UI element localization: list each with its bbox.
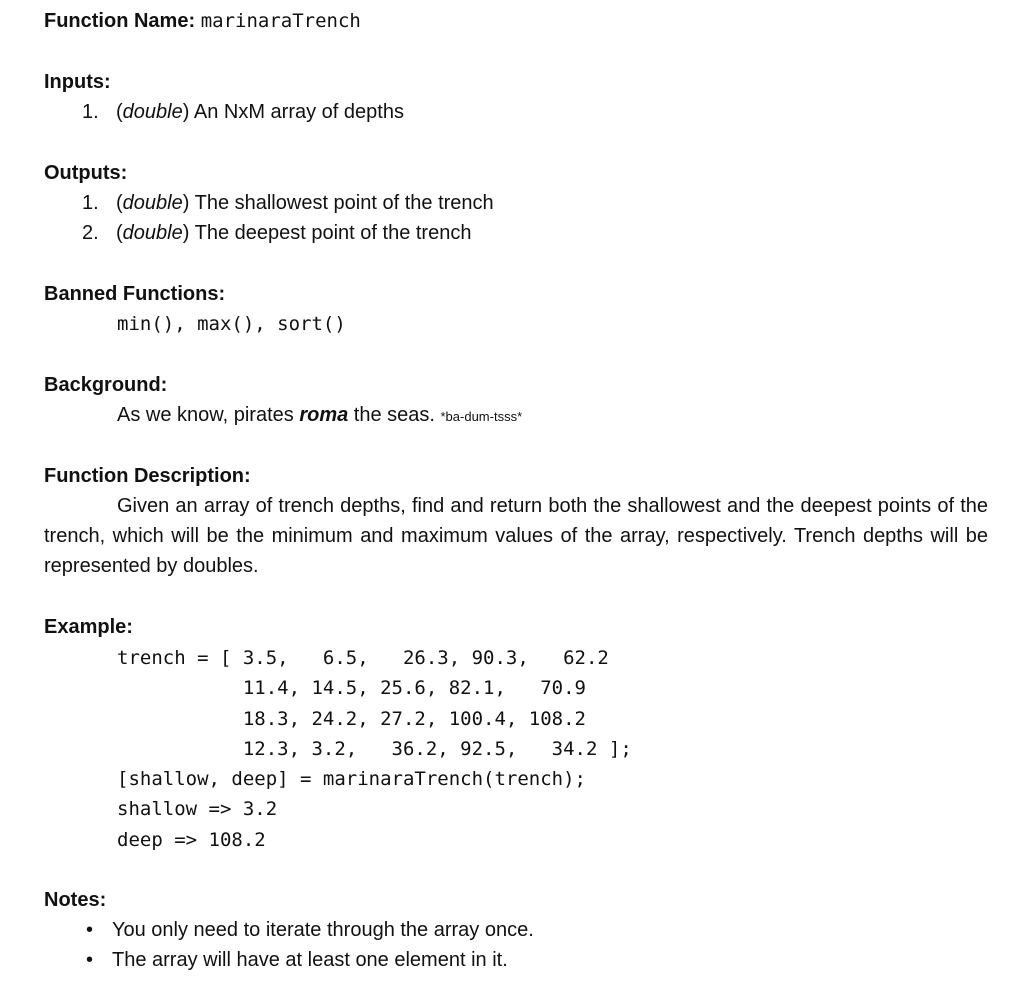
function-name-label: Function Name: xyxy=(44,10,196,32)
output-item-type: double xyxy=(122,192,183,214)
outputs-heading: Outputs: xyxy=(44,162,128,184)
function-name-row xyxy=(44,6,361,36)
background-text-end: the seas. xyxy=(348,404,441,426)
notes-item-text: You only need to iterate through the array once. xyxy=(112,919,534,941)
function-name-value: marinaraTrench xyxy=(200,10,361,32)
example-code-line: 11.4, 14.5, 25.6, 82.1, 70.9 xyxy=(117,677,586,700)
output-item-text: The shallowest point of the trench xyxy=(189,192,494,214)
notes-item xyxy=(86,915,534,945)
background-text xyxy=(117,400,522,432)
inputs-heading: Inputs: xyxy=(44,71,111,93)
output-item-text: The deepest point of the trench xyxy=(189,222,472,244)
output-item-type: double xyxy=(122,222,183,244)
banned-functions-list: min(), max(), sort() xyxy=(117,313,346,335)
example-code-line: 18.3, 24.2, 27.2, 100.4, 108.2 xyxy=(117,707,586,730)
input-item-number: 1. xyxy=(82,101,99,123)
bullet-icon: • xyxy=(86,919,94,941)
function-description-text: Given an array of trench depths, find and return both the shallowest and the deepest points of the trench, which will be the minimum and maximum values of the array, respectively. Trench depths will be represented by doubles. xyxy=(44,495,988,577)
input-item-text: An NxM array of depths xyxy=(189,101,404,123)
example-code-block xyxy=(117,643,632,855)
notes-item xyxy=(86,945,508,975)
output-item-number: 1. xyxy=(82,192,99,214)
output-item: 2. (double) The deepest point of the trench xyxy=(82,218,471,248)
example-heading: Example: xyxy=(44,616,133,638)
background-emphasis: roma xyxy=(299,404,349,426)
background-heading: Background: xyxy=(44,374,168,396)
example-code-line: shallow => 3.2 xyxy=(117,798,278,821)
background-text-start: As we know, pirates xyxy=(117,404,300,426)
notes-heading: Notes: xyxy=(44,889,107,911)
background-aside: *ba-dum-tsss* xyxy=(440,409,523,424)
bullet-icon: • xyxy=(86,949,94,971)
output-item-number: 2. xyxy=(82,222,99,244)
example-code-line: 12.3, 3.2, 36.2, 92.5, 34.2 ]; xyxy=(117,737,632,760)
function-description-heading: Function Description: xyxy=(44,465,251,487)
input-item-type: double xyxy=(122,101,183,123)
example-code-line: trench = [ 3.5, 6.5, 26.3, 90.3, 62.2 xyxy=(117,647,609,669)
output-item: 1. (double) The shallowest point of the trench xyxy=(82,188,494,218)
example-code-line: [shallow, deep] = marinaraTrench(trench); xyxy=(117,768,586,791)
banned-functions-heading: Banned Functions: xyxy=(44,283,226,305)
notes-item-text: The array will have at least one element in it. xyxy=(112,949,508,971)
input-item: 1. (double) An NxM array of depths xyxy=(82,97,404,127)
example-code-line: deep => 108.2 xyxy=(117,828,266,851)
